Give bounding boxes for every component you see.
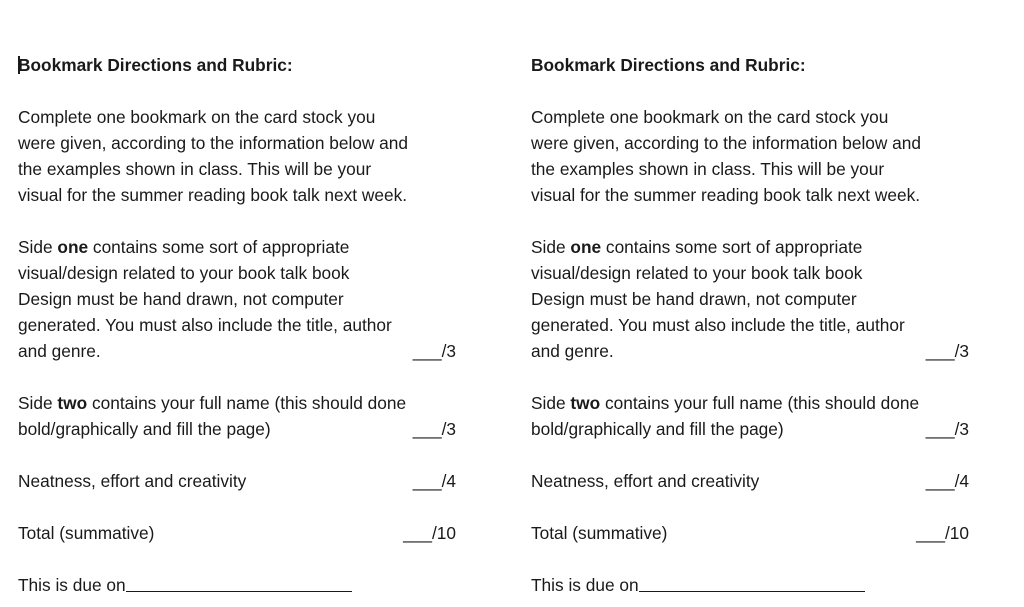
rubric-column-right — [531, 52, 976, 598]
side-one-line: Design must be hand drawn, not computer — [531, 289, 857, 309]
neatness-score: ___/4 — [412, 471, 456, 491]
side-one-line: visual/design related to your book talk book — [18, 263, 350, 283]
due-date-line[interactable]: This is due on — [531, 572, 976, 598]
total-score: ___/10 — [916, 523, 969, 543]
side-one-score: ___/3 — [925, 341, 969, 361]
neatness-criterion[interactable]: Neatness, effort and creativity ___/4 — [18, 468, 463, 494]
intro-line: the examples shown in class. This will be your — [531, 159, 885, 179]
rubric-column-left — [18, 52, 463, 598]
due-date-blank — [126, 574, 352, 592]
side-two-score-line: bold/graphically and fill the page) ___/3 — [531, 416, 976, 442]
side-two-criterion[interactable] — [18, 390, 463, 442]
side-one-criterion[interactable] — [18, 234, 463, 364]
due-date-line[interactable]: This is due on — [18, 572, 463, 598]
total-criterion[interactable]: Total (summative) ___/10 — [18, 520, 463, 546]
rubric-heading[interactable]: Bookmark Directions and Rubric: — [18, 55, 293, 75]
side-one-score-line: and genre. ___/3 — [531, 338, 976, 364]
side-two-line: Side two contains your full name (this should done — [531, 393, 920, 413]
side-one-score: ___/3 — [412, 341, 456, 361]
intro-line: were given, according to the information below and — [18, 133, 409, 153]
side-one-line: visual/design related to your book talk book — [531, 263, 863, 283]
due-date-blank — [639, 574, 865, 592]
neatness-criterion[interactable]: Neatness, effort and creativity ___/4 — [531, 468, 976, 494]
intro-line: the examples shown in class. This will be your — [18, 159, 372, 179]
rubric-heading[interactable]: Bookmark Directions and Rubric: — [531, 55, 806, 75]
side-one-criterion[interactable] — [531, 234, 976, 364]
side-one-line: Design must be hand drawn, not computer — [18, 289, 344, 309]
intro-line: Complete one bookmark on the card stock you — [18, 107, 376, 127]
side-two-score: ___/3 — [412, 419, 456, 439]
side-two-score-line: bold/graphically and fill the page) ___/3 — [18, 416, 463, 442]
side-two-score: ___/3 — [925, 419, 969, 439]
intro-line: visual for the summer reading book talk next week. — [18, 185, 408, 205]
side-one-line: generated. You must also include the title, author — [18, 315, 392, 335]
side-two-line: Side two contains your full name (this should done — [18, 393, 407, 413]
side-one-line: Side one contains some sort of appropriate — [18, 237, 350, 257]
intro-paragraph[interactable] — [531, 104, 976, 208]
side-two-criterion[interactable] — [531, 390, 976, 442]
side-one-line: generated. You must also include the title, author — [531, 315, 905, 335]
side-one-score-line: and genre. ___/3 — [18, 338, 463, 364]
neatness-score: ___/4 — [925, 471, 969, 491]
intro-line: Complete one bookmark on the card stock you — [531, 107, 889, 127]
intro-line: visual for the summer reading book talk next week. — [531, 185, 921, 205]
total-criterion[interactable]: Total (summative) ___/10 — [531, 520, 976, 546]
total-score: ___/10 — [403, 523, 456, 543]
intro-paragraph[interactable] — [18, 104, 463, 208]
side-one-line: Side one contains some sort of appropriate — [531, 237, 863, 257]
intro-line: were given, according to the information below and — [531, 133, 922, 153]
